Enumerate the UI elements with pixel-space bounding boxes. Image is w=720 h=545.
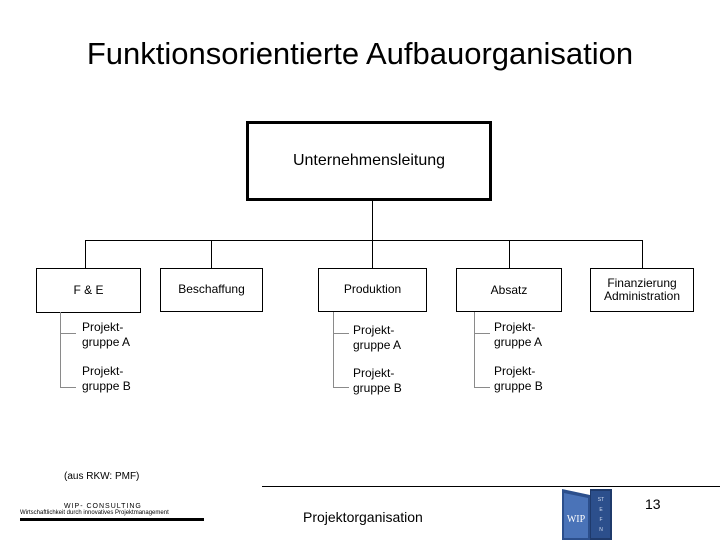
function-label-fe: F & E (73, 283, 104, 297)
function-box-fe (36, 268, 141, 313)
source-note: (aus RKW: PMF) (64, 471, 140, 482)
slide-title: Funktionsorientierte Aufbauorganisation (86, 36, 634, 71)
footer-company-name: WIP- CONSULTING (64, 503, 142, 510)
connector-fe (85, 240, 86, 268)
function-label-produktion: Produktion (343, 282, 402, 296)
group-line-fe-a (60, 333, 76, 334)
footer-title: Projektorganisation (303, 509, 423, 525)
footer-tagline: Wirtschaftlichkeit durch innovatives Projektmanagement (20, 510, 169, 516)
group-line-abs-a (474, 333, 490, 334)
svg-text:E: E (599, 507, 603, 513)
root-box-unternehmensleitung (246, 121, 492, 201)
connector-produktion (372, 240, 373, 268)
group-line-prod (333, 312, 334, 388)
connector-finanzierung (642, 240, 643, 268)
root-label: Unternehmensleitung (292, 152, 446, 169)
project-group-prod-b: Projekt- gruppe B (353, 366, 402, 395)
group-line-fe-b (60, 387, 76, 388)
function-label-absatz: Absatz (490, 282, 528, 297)
connector-root-down (372, 201, 373, 240)
project-group-fe-b: Projekt- gruppe B (82, 364, 131, 393)
function-box-finanzierung (590, 268, 694, 312)
svg-text:WIP: WIP (566, 514, 586, 525)
project-group-abs-a: Projekt- gruppe A (494, 320, 543, 349)
page-number: 13 (645, 496, 661, 512)
connector-beschaffung (211, 240, 212, 268)
project-group-prod-a: Projekt- gruppe A (353, 323, 402, 352)
group-line-prod-b (333, 387, 349, 388)
connector-absatz (509, 240, 510, 268)
group-line-fe (60, 312, 61, 388)
connector-horizontal (85, 240, 642, 241)
svg-text:ST: ST (597, 497, 605, 503)
footer-divider (262, 486, 720, 487)
project-group-fe-a: Projekt- gruppe A (82, 320, 131, 349)
group-line-prod-a (333, 333, 349, 334)
function-label-finanzierung: Finanzierung Administration (603, 276, 681, 303)
group-line-abs-b (474, 387, 490, 388)
svg-text:F: F (599, 517, 603, 523)
function-box-absatz (456, 268, 562, 312)
function-label-beschaffung: Beschaffung (178, 282, 245, 296)
project-group-abs-b: Projekt- gruppe B (494, 364, 543, 393)
group-line-abs (474, 312, 475, 388)
wip-logo (562, 489, 614, 540)
function-box-produktion (318, 268, 427, 312)
function-box-beschaffung (160, 268, 263, 312)
svg-text:N: N (599, 527, 603, 533)
footer-bar (20, 518, 204, 521)
